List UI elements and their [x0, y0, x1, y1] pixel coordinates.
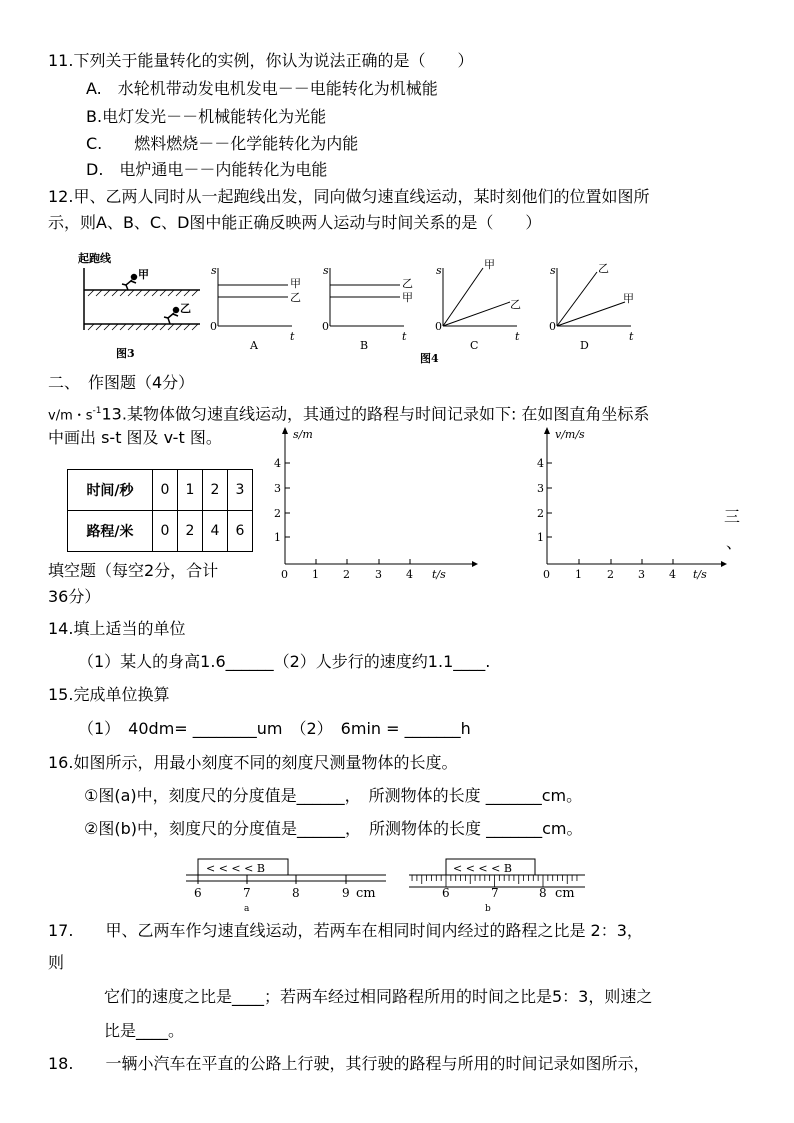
svg-text:乙: 乙 — [402, 277, 413, 290]
svg-text:< < < < B: < < < < B — [206, 862, 265, 875]
q17-line4: 比是____。 — [104, 1021, 185, 1040]
svg-text:t: t — [290, 330, 295, 343]
q16-part-b: ②图(b)中，刻度尺的分度值是______， 所测物体的长度 _______cm。 — [84, 819, 583, 838]
ruler-b — [405, 852, 590, 916]
svg-text:甲: 甲 — [402, 291, 413, 304]
svg-text:s: s — [436, 264, 442, 277]
svg-text:乙: 乙 — [598, 262, 609, 275]
svg-text:t: t — [402, 330, 407, 343]
svg-text:6: 6 — [442, 886, 450, 900]
q13-prefix-sup: -1 — [92, 406, 102, 416]
svg-text:8: 8 — [539, 886, 547, 900]
section-3-margin-number: 三 — [724, 507, 741, 526]
svg-text:0: 0 — [281, 568, 288, 581]
q14-body: （1）某人的身高1.6______（2）人步行的速度约1.1____. — [78, 652, 491, 671]
svg-text:3: 3 — [274, 482, 281, 495]
svg-text:1: 1 — [312, 568, 319, 581]
svg-text:4: 4 — [274, 457, 281, 470]
svg-text:s: s — [211, 264, 217, 277]
graph-a-label: A — [250, 339, 258, 352]
graph-b — [322, 264, 439, 365]
table-row: 时间/秒 0 1 2 3 — [68, 470, 253, 511]
svg-text:b: b — [485, 904, 491, 914]
svg-text:v/m/s: v/m/s — [555, 428, 585, 441]
q18-line1: 18. 一辆小汽车在平直的公路上行驶，其行驶的路程与所用的时间记录如图所示， — [48, 1054, 650, 1073]
svg-text:0: 0 — [543, 568, 550, 581]
svg-text:0: 0 — [210, 320, 217, 333]
q12-line2: 示，则A、B、C、D图中能正确反映两人运动与时间关系的是（ ） — [48, 213, 542, 232]
section-3-title-line1: 填空题（每空2分，合计 — [48, 561, 219, 580]
svg-text:s/m: s/m — [293, 428, 313, 441]
svg-text:4: 4 — [669, 568, 676, 581]
vt-graph — [535, 424, 735, 584]
svg-text:8: 8 — [292, 886, 300, 900]
q11-option-d: D. 电炉通电－－内能转化为电能 — [86, 160, 328, 179]
svg-text:2: 2 — [537, 507, 544, 520]
q12-line1: 12.甲、乙两人同时从一起跑线出发，同向做匀速直线运动，某时刻他们的位置如图所 — [48, 187, 650, 206]
svg-text:t/s: t/s — [432, 568, 446, 581]
svg-text:乙: 乙 — [510, 298, 521, 311]
figure-3-caption: 图3 — [116, 347, 135, 360]
q17-line2: 则 — [48, 953, 65, 972]
graph-a — [210, 264, 301, 352]
graph-d-label: D — [580, 339, 589, 352]
svg-text:甲: 甲 — [484, 258, 495, 271]
svg-text:0: 0 — [549, 320, 556, 333]
svg-text:0: 0 — [435, 320, 442, 333]
svg-text:t: t — [629, 330, 634, 343]
svg-text:t/s: t/s — [693, 568, 707, 581]
q11-stem: 11.下列关于能量转化的实例，你认为说法正确的是（ ） — [48, 51, 474, 70]
q12-figures — [70, 250, 670, 365]
q16-title: 16.如图所示，用最小刻度不同的刻度尺测量物体的长度。 — [48, 753, 458, 772]
svg-text:6: 6 — [194, 886, 202, 900]
q17-line3: 它们的速度之比是____；若两车经过相同路程所用的时间之比是5：3，则速之 — [104, 987, 653, 1006]
svg-text:cm: cm — [555, 886, 575, 901]
svg-text:2: 2 — [274, 507, 281, 520]
runner-yi-label: 乙 — [180, 302, 191, 315]
q13-line2: 中画出 s-t 图及 v-t 图。 — [48, 428, 222, 447]
svg-text:3: 3 — [375, 568, 382, 581]
q17-line1: 17. 甲、乙两车作匀速直线运动，若两车在相同时间内经过的路程之比是 2：3， — [48, 921, 643, 940]
svg-text:甲: 甲 — [290, 277, 301, 290]
svg-text:0: 0 — [322, 320, 329, 333]
svg-text:cm: cm — [356, 886, 376, 901]
st-graph — [272, 424, 482, 584]
graph-c — [435, 258, 521, 352]
figure-4-caption: 图4 — [420, 352, 439, 365]
svg-text:乙: 乙 — [290, 291, 301, 304]
svg-text:甲: 甲 — [623, 292, 634, 305]
svg-text:1: 1 — [575, 568, 582, 581]
svg-text:t: t — [515, 330, 520, 343]
q11-option-a: A. 水轮机带动发电机发电－－电能转化为机械能 — [86, 79, 438, 98]
svg-text:2: 2 — [343, 568, 350, 581]
q13-prefix: v/m・s — [48, 408, 93, 424]
svg-text:s: s — [323, 264, 329, 277]
svg-text:a: a — [244, 904, 250, 914]
svg-text:9: 9 — [342, 886, 350, 900]
svg-text:3: 3 — [638, 568, 645, 581]
svg-text:3: 3 — [537, 482, 544, 495]
svg-text:2: 2 — [607, 568, 614, 581]
q15-title: 15.完成单位换算 — [48, 685, 170, 704]
runner-jia-label: 甲 — [138, 268, 149, 281]
ruler-a — [180, 852, 390, 916]
start-line-label: 起跑线 — [78, 252, 111, 265]
q15-body: （1） 40dm= ________um （2） 6min = _______h — [78, 719, 471, 738]
section-3-margin-comma: 、 — [726, 533, 743, 552]
svg-text:4: 4 — [537, 457, 544, 470]
q13-text: 13.某物体做匀速直线运动，其通过的路程与时间记录如下: 在如图直角坐标系 — [101, 404, 650, 424]
table-row: 路程/米 0 2 4 6 — [68, 511, 253, 552]
runner-jia-icon — [122, 275, 137, 291]
svg-text:4: 4 — [406, 568, 413, 581]
graph-c-label: C — [470, 339, 479, 352]
svg-text:7: 7 — [243, 886, 251, 900]
svg-text:7: 7 — [491, 886, 499, 900]
graph-d — [549, 262, 634, 352]
q11-option-b: B.电灯发光－－机械能转化为光能 — [86, 107, 327, 126]
runner-yi-icon — [164, 308, 179, 325]
svg-text:< < < < B: < < < < B — [453, 862, 512, 875]
figure-3 — [78, 251, 200, 360]
section-3-title-line2: 36分） — [48, 587, 101, 606]
svg-text:s: s — [550, 264, 556, 277]
section-2-title: 二、 作图题（4分） — [48, 373, 195, 392]
svg-text:1: 1 — [537, 531, 544, 544]
q11-option-c: C. 燃料燃烧－－化学能转化为内能 — [86, 134, 359, 153]
svg-text:1: 1 — [274, 531, 281, 544]
graph-b-label: B — [360, 339, 369, 352]
q16-part-a: ①图(a)中，刻度尺的分度值是______， 所测物体的长度 _______cm。 — [84, 786, 583, 805]
q13-record-table — [67, 469, 253, 552]
q14-title: 14.填上适当的单位 — [48, 619, 186, 638]
